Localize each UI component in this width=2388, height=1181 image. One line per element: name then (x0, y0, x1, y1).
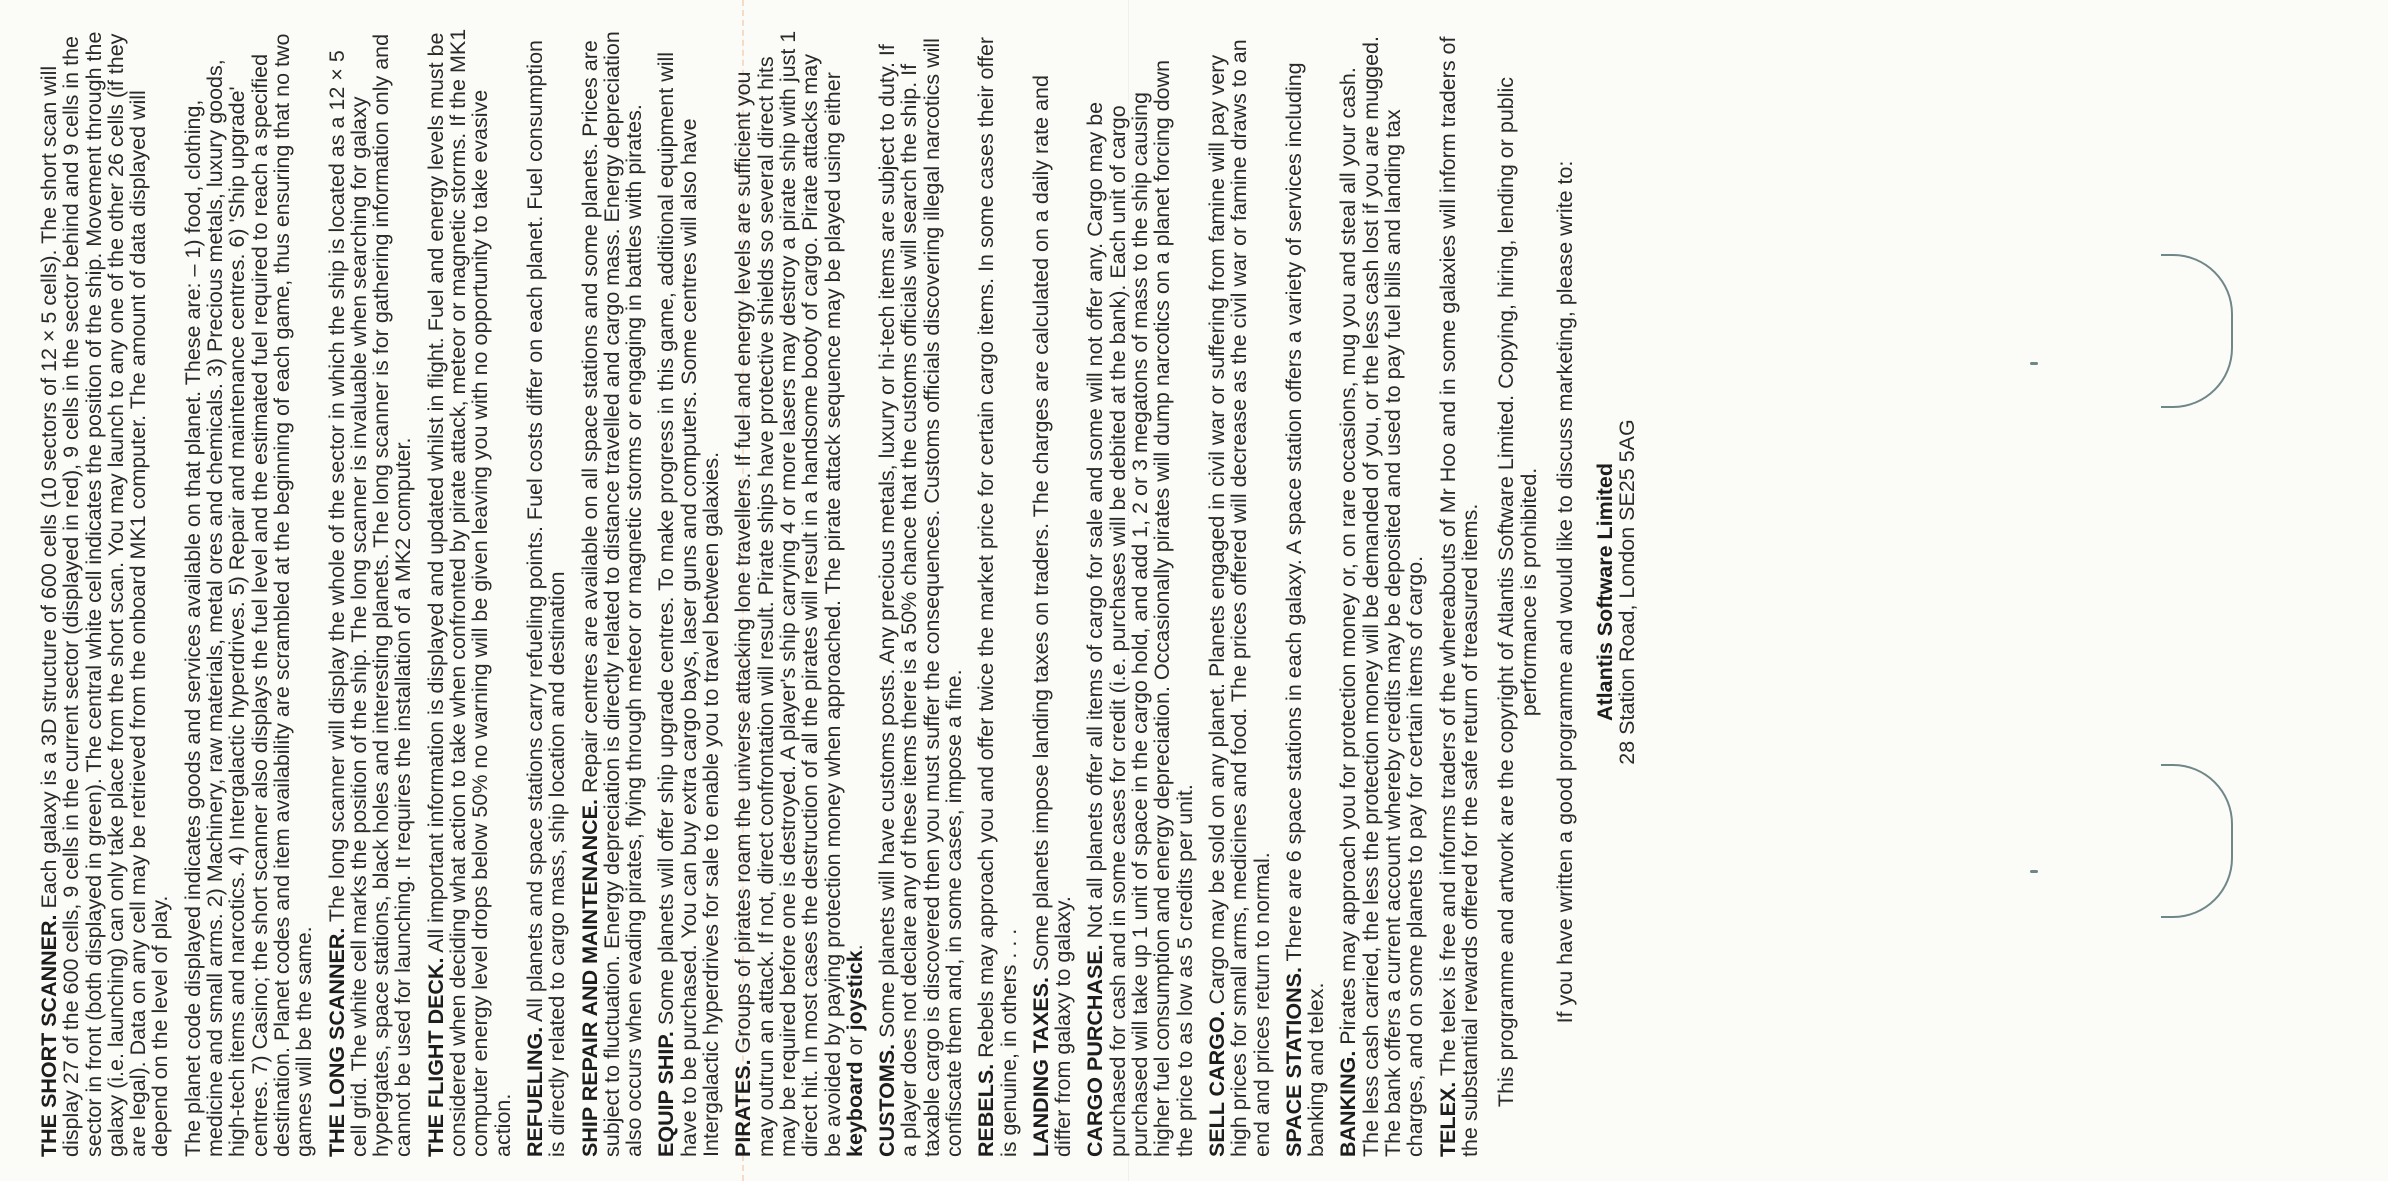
section-ship-repair (579, 27, 646, 1157)
section-landing-taxes (1030, 27, 1075, 1157)
punch-hole-mark (2161, 254, 2233, 408)
punch-hole-mark (2161, 764, 2233, 918)
ink-speck (2030, 362, 2038, 365)
section-heading: THE LONG SCANNER. (324, 927, 349, 1157)
section-heading: CARGO PURCHASE. (1083, 944, 1108, 1157)
planet-code-paragraph: The planet code displayed indicates goods and services available on that planet. These are: – 1) food, clothing, medicine and small arms. 2) Machinery, raw materials, metal ores and chemicals. 3) Precious metals, luxury goods, high-tech items and narcotics. 4) Intergalactic hyperdrives. 5) Repair and maintenance centres. 6) 'Ship upgrade' centres. 7) Casino; the short scanner also displays the fuel level and the estimated fuel required to reach a specified destination. Planet codes and item availability are scrambled at the beginning of each game, thus ensuring that no two games will be the same. (180, 33, 317, 1157)
section-body: Rebels may approach you and offer twice the market price for certain cargo items. In some cases their offer is genuine, in others . . . (974, 36, 1021, 1157)
section-sell-cargo (1206, 27, 1273, 1157)
section-heading: PIRATES. (731, 1059, 756, 1157)
section-body: Each galaxy is a 3D structure of 600 cells (10 sectors of 12 × 5 cells). The short scan will display 27 of the 600 cells, 9 cells in the current sector (displayed in red), 9 cells in the sector behind and 9 cells in the sector in front (both displayed in green). The central white cell indicates the position of the ship. Movement through the galaxy (i.e. launching) can only take place from the short scan. You may launch to any one of the other 26 cells (if they are legal). Data on any cell may be retrieved from the onboard MK1 computer. The amount of data displayed will depend on the level of play. (37, 31, 173, 1157)
section-equip-ship (655, 27, 722, 1157)
section-body: There are 6 space stations in each galaxy. A space station offers a variety of services including banking and telex. (1281, 62, 1329, 1157)
section-rebels (975, 27, 1020, 1157)
postal-address: 28 Station Road, London SE25 5AG (1615, 419, 1640, 765)
section-heading: TELEX. (1435, 1081, 1460, 1157)
section-customs (876, 27, 965, 1157)
section-heading: BANKING. (1336, 1050, 1361, 1157)
section-body: Some planets will offer ship upgrade centres. To make progress in this game, additional equipment will have to be purchased. You can buy extra cargo bays, laser guns and computers. Some centres will also have Intergalactic hyperdrives for sale to enable you to travel between galaxies. (654, 51, 724, 1157)
section-body: Some planets impose landing taxes on traders. The charges are calculated on a daily rate and differ from galaxy to galaxy. (1028, 75, 1076, 1157)
section-heading: CUSTOMS. (875, 1043, 900, 1157)
company-address (1594, 27, 1639, 1157)
column-left (38, 27, 1639, 1157)
section-cargo-purchase (1084, 27, 1195, 1157)
section-body: All planets and space stations carry refueling points. Fuel costs differ on each planet. Fuel consumption is directly related to cargo mass, ship location and destination (522, 40, 570, 1157)
section-refueling (524, 27, 569, 1157)
company-name: Atlantis Software Limited (1593, 462, 1618, 722)
section-pirates (732, 27, 866, 1157)
section-body: All important information is displayed and updated whilst in flight. Fuel and energy levels must be considered when deciding what action to take when confronted by pirate attack, meteor or magnetic storms. If the MK1 computer energy level drops below 50% no warning will be given leaving you with no opportunity to take evasive action. (423, 28, 515, 1157)
write-to-text: If you have written a good programme and would like to discuss marketing, please write to: (1552, 160, 1577, 1024)
or-text: or (842, 1030, 867, 1062)
section-heading: SELL CARGO. (1204, 1010, 1229, 1157)
keyboard-term: keyboard (842, 1061, 867, 1157)
section-heading: SPACE STATIONS. (1281, 967, 1306, 1157)
section-heading: THE SHORT SCANNER. (37, 914, 61, 1157)
section-body: Not all planets offer all items of cargo for sale and some will not offer any. Cargo may be purchased for cash and in some cases for credit (i.e. purchases will be debited at the bank). Each unit of cargo purchased will take up 1 unit of space in the cargo hold, and add 1, 2 or 3 megatons of mass to the ship causing higher fuel consumption and energy depreciation. Occasionally pirates will dump narcotics on a planet forcing down the price to as low as 5 credits per unit. (1083, 59, 1197, 1157)
section-heading: SHIP REPAIR AND MAINTENANCE. (577, 799, 602, 1157)
section-heading: LANDING TAXES. (1028, 977, 1053, 1157)
section-body: Groups of pirates roam the universe attacking lone travellers. If fuel and energy levels are sufficient you may outrun an attack. If not, direct confrontation will result. Pirate ships have protective shields so several direct hits may be required before one is destroyed. A player's ship carrying 4 or more lasers may destroy a pirate ship with just 1 direct hit. In most cases the destruction of all the pirates will result in a handsome booty of cargo. Pirate attacks may be avoided by paying protection money when approached. The pirate attack sequence may be played using either (731, 30, 845, 1157)
section-short-scanner (38, 27, 172, 1157)
section-body: Cargo may be sold on any planet. Planets engaged in civil war or suffering from famine will pay very high prices for small arms, medicines and food. The prices offered will decrease as the civil war or famine draws to an end and prices return to normal. (1204, 39, 1274, 1157)
section-flight-deck (425, 27, 514, 1157)
section-body: The telex is free and informs traders of the whereabouts of Mr Hoo and in some galaxies will inform traders of the substantial rewards offered for the safe return of treasured items. (1435, 36, 1482, 1157)
joystick-term: joystick (842, 950, 867, 1031)
section-body: Repair centres are available on all space stations and some planets. Prices are subject to fluctuation. Energy depreciation is directly related to distance travelled and cargo mass. Energy depreciation also occurs when evading pirates, flying through meteor or magnetic storms or engaging in battles with pirates. (577, 31, 647, 1157)
section-body: Pirates may approach you for protection money or, on rare occasions, mug you and steal all your cash. The less cash carried, the less the protection money will be demanded of you, or the less cash lost if you are mugged. The bank offers a current account whereby credits may be deposited and used to pay fuel bills and landing tax charges, and on some planets to pay for certain items of cargo. (1336, 36, 1428, 1157)
section-body: The long scanner will display the whole of the sector in which the ship is located as a 12 × 5 cell grid. The white cell marks the position of the ship. The long scanner is invaluable when searching for galaxy hypergates, space stations, black holes and interesting planets. The long scanner is for gathering information only and cannot be used for launching. It requires the installation of a MK2 computer. (324, 33, 416, 1157)
section-heading: EQUIP SHIP. (654, 1031, 679, 1157)
section-body: Some planets will have customs posts. Any precious metals, luxury or hi-tech items are subject to duty. If a player does not declare any of these items there is a 50% chance that the customs officials will search the ship. If taxable cargo is discovered then you must suffer the consequences. Customs officials discovering illegal narcotics will confiscate them and, in some cases, impose a fine. (875, 38, 966, 1157)
ink-speck (2030, 870, 2038, 873)
section-space-stations (1283, 27, 1328, 1157)
section-long-scanner (326, 27, 415, 1157)
section-telex (1437, 27, 1482, 1157)
section-heading: REFUELING. (522, 1026, 547, 1157)
copyright-notice: This programme and artwork are the copyright of Atlantis Software Limited. Copying, hiring, lending or public performance is prohibited. (1494, 76, 1541, 1108)
section-heading: REBELS. (974, 1063, 999, 1157)
section-banking (1337, 27, 1426, 1157)
section-heading: THE FLIGHT DECK. (423, 957, 448, 1157)
period: . (842, 944, 867, 951)
